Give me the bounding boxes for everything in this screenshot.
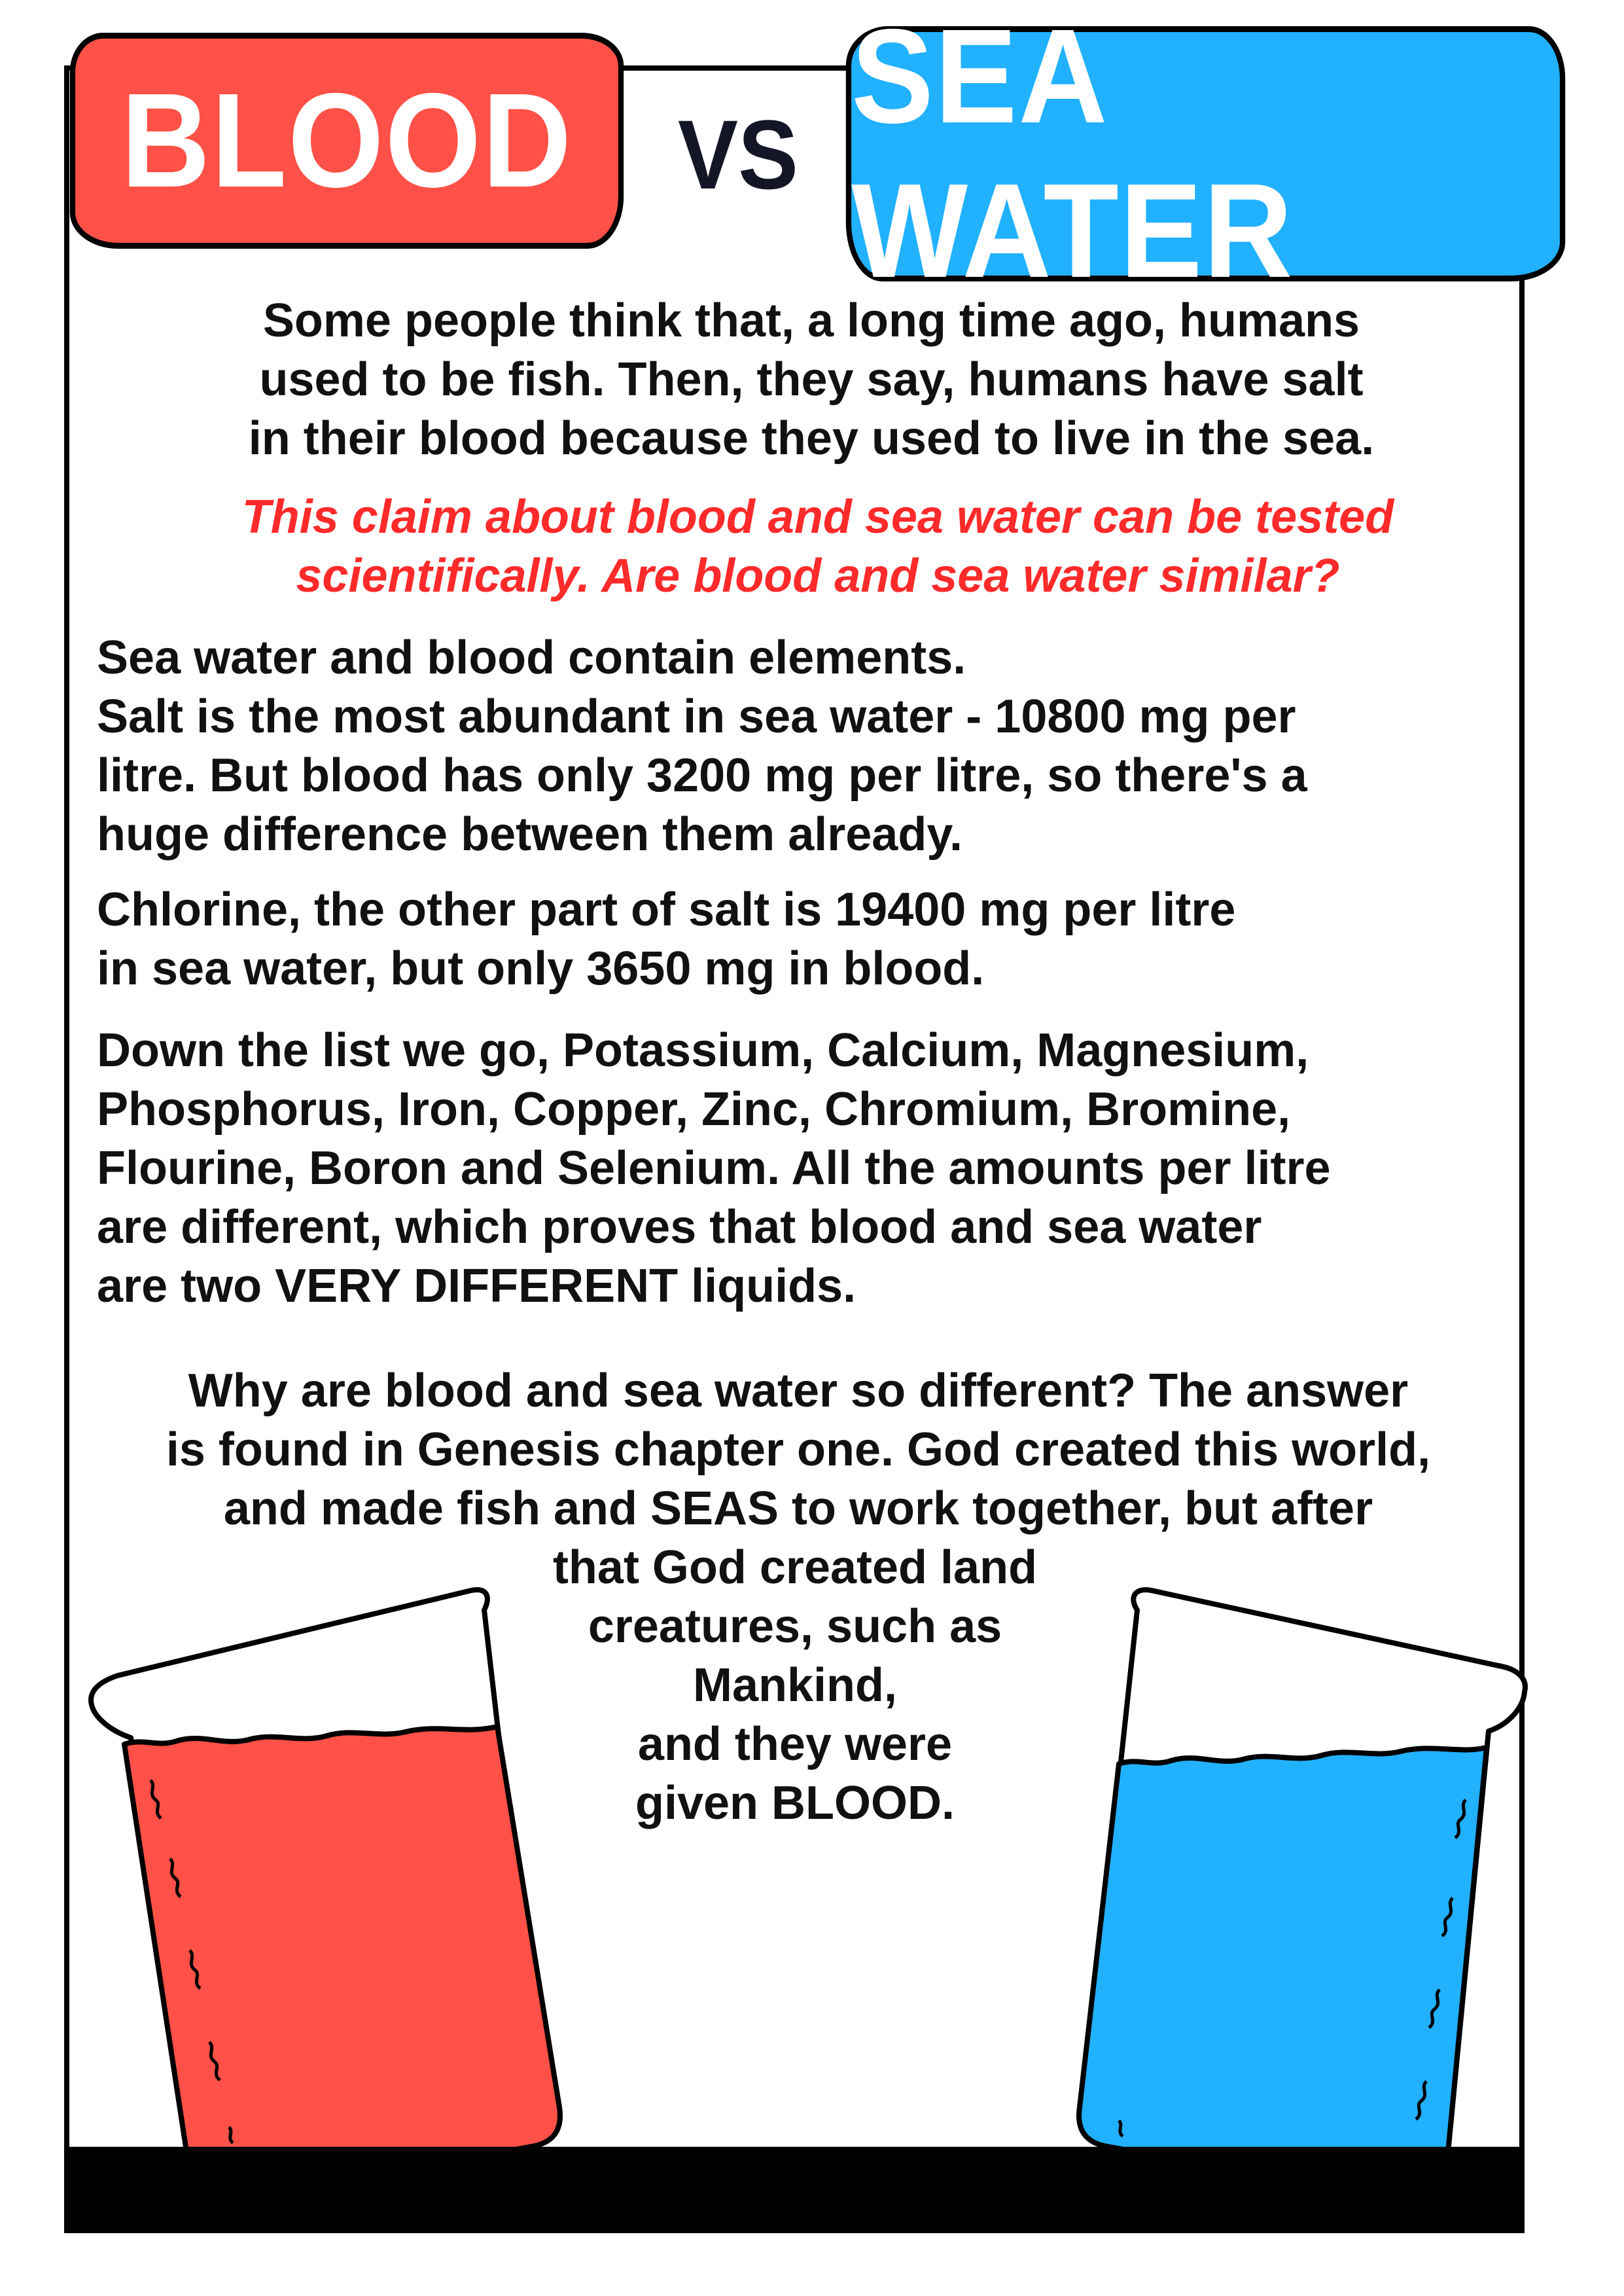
claim-line: This claim about blood and sea water can be tested [241,491,1394,543]
salt-line: litre. But blood has only 3200 mg per litre, so there's a [97,749,1307,802]
sea-water-title: SEA WATER [851,1,1294,306]
why-line: and made fish and SEAS to work together, but after [223,1482,1373,1535]
salt-line: huge difference between them already. [97,808,963,861]
list-line: Phosphorus, Iron, Copper, Zinc, Chromium, Bromine, [97,1083,1291,1136]
conclusion-line: given BLOOD. [635,1777,955,1829]
list-line: are different, which proves that blood and sea water [97,1201,1262,1253]
chlorine-line: Chlorine, the other part of salt is 19400 mg per litre [97,884,1236,936]
conclusion-line: that God created land [552,1541,1038,1594]
sea-water-title-badge [846,1,1565,306]
blood-title: BLOOD [120,65,573,215]
intro-line: in their blood because they used to live in the sea. [248,412,1375,465]
conclusion-line: and they were [637,1718,953,1770]
salt-paragraph [97,628,1536,864]
salt-line: Salt is the most abundant in sea water - 10800 mg per [97,691,1296,743]
conclusion-line: Mankind, [692,1659,897,1712]
claim-paragraph [105,488,1531,605]
salt-line: Sea water and blood contain elements. [97,632,966,684]
why-paragraph [79,1361,1518,1538]
floor-bar [64,2147,1525,2233]
list-line: Down the list we go, Potassium, Calcium, Magnesium, [97,1024,1309,1077]
chlorine-paragraph [97,880,1536,998]
why-line: Why are blood and sea water so different? The answer [188,1365,1409,1417]
blood-title-badge [70,33,624,249]
red-liquid-beaker [72,1584,595,2212]
intro-line: Some people think that, a long time ago, humans [262,295,1360,347]
intro-line: used to be fish. Then, they say, humans have salt [259,353,1364,406]
list-line: Flourine, Boron and Selenium. All the amounts per litre [97,1142,1331,1194]
chlorine-line: in sea water, but only 3650 mg in blood. [97,942,985,995]
intro-paragraph [157,291,1466,468]
why-line: is found in Genesis chapter one. God created this world, [166,1424,1431,1476]
claim-line: scientifically. Are blood and sea water similar? [296,550,1340,602]
blue-liquid-beaker [1021,1584,1544,2212]
conclusion-line: creatures, such as [588,1600,1002,1653]
vs-label: VS [677,99,799,209]
elements-list-paragraph [97,1021,1536,1316]
list-line: are two VERY DIFFERENT liquids. [97,1260,856,1312]
